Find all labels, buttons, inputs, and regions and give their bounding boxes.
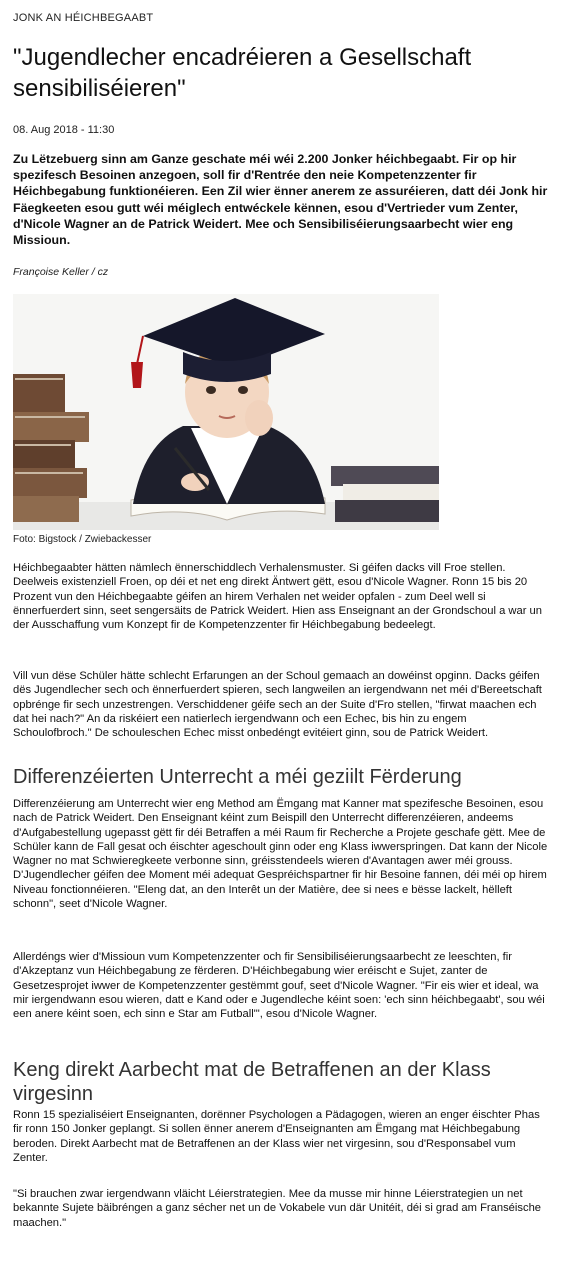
photo-caption: Foto: Bigstock / Zwiebackesser <box>13 534 152 545</box>
article-photo <box>13 294 439 530</box>
section-heading-2: Keng direkt Aarbecht mat de Betraffenen an der Klass virgesinn <box>13 1059 491 1105</box>
child-with-graduation-cap-image <box>13 294 439 530</box>
publish-date: 08. Aug 2018 - 11:30 <box>13 124 115 136</box>
paragraph-5: Ronn 15 spezialiséiert Enseignanten, dorënner Psychologen a Pädagogen, wieren an enger éischter Phas fir ronn 150 Jonker geplangt. Si sollen ënner anerem d'Enseignanten am Ëmgang mat Héichbegabung beroden. Direkt Aarbecht mat de Betraffenen an der Klass wier net virgesinn, sou d'Responsabel vum Zenter. <box>13 1109 540 1164</box>
paragraph-3: Differenzéierung am Unterrecht wier eng Method am Ëmgang mat Kanner mat spezifesche Besoinen, esou nach de Patrick Weidert. Den Enseignant kéint zum Beispill den Unterrecht differenzéieren, andeems d'Aufgabestellung ugepasst gëtt fir déi Betraffen a méi Raum fir Recherche a Projete geschafe gëtt. Mee de Schüler kann de Fall gesat och éischter ageschoult ginn oder eng Klass iwwerspringen. Dat kann der Nicole Wagner no mat Schwieregkeete verbonne sinn, gréisstendeels wieren d'Avantagen awer méi grouss. D'Jugendlecher géifen dee Moment méi adequat Gespréichspartner fir hir Besoine fannen, déi méi op hirem Niveau fonctionnéieren. "Eleng dat, an den Interêt un der Matière, dee si nees e bësse lackelt, hëlleft schonn", seet d'Nicole Wagner. <box>13 798 548 911</box>
article-lead: Zu Lëtzebuerg sinn am Ganze geschate méi wéi 2.200 Jonker héichbegaabt. Fir op hir spezifesch Besoinen anzegoen, soll fir d'Rentrée den neie Kompetenzzenter fir Héichbegabung funktionéieren. Een Zil wier ënner anerem ze assuréieren, datt déi Jonk hir Fäegkeeten esou gutt wéi méiglech entwéckele kënnen, esou d'Vertrieder vum Zenter, d'Nicole Wagner an de Patrick Weidert. Mee och Sensibiliséierungsaarbecht wier eng Missioun. <box>13 152 548 248</box>
paragraph-1: Héichbegaabter hätten nämlech ënnerschiddlech Verhalensmuster. Si géifen dacks vill Froe stellen. Deelweis existenziell Froen, op déi et net eng direkt Äntwert gëtt, esou d'Nicole Wagner. Ronn 15 bis 20 Prozent vun den Héichbegaabte géifen an hirem Verhalen net weider opfalen - zum Deel well si ënnerfuerdert sinn, seet sengersäits de Patrick Weidert. Hien ass Enseignant an der Grondschoul a war un der Ausschaffung vum Konzept fir de Kompetenzzenter fir Héichbegabung bedeelegt. <box>13 562 543 632</box>
paragraph-2: Vill vun dëse Schüler hätte schlecht Erfarungen an der Schoul gemaach an dowéinst opginn. Dacks géifen dës Jugendlecher sech och ënnerfuerdert spieren, sech langweilen an iergendwann net méi d'Bereetschaft opbrénge fir sech unzestrengen. Verschiddener géife sech an der Suite d'Fro stellen, "firwat maachen ech dat hei nach?" An da riskéiert een natierlech iergendwann och een Echec, bis hin zu engem Schoulofbroch." De schouleschen Echec misst onbedéngt evitéiert ginn, sou de Patrick Weidert. <box>13 670 542 740</box>
paragraph-6: "Si brauchen zwar iergendwann vläicht Léierstrategien. Mee da musse mir hinne Léierstrategien un net bekannte Sujete bäibréngen a ganz sécher net un de Vokabele vun där Unitéit, déi si grad am Franséische maachen." <box>13 1188 542 1229</box>
author-line: Françoise Keller / cz <box>13 266 109 278</box>
section-heading-1: Differenzéierten Unterrecht a méi geziilt Fërderung <box>13 766 462 788</box>
article-title: "Jugendlecher encadréieren a Gesellschaft sensibiliséieren" <box>13 44 472 102</box>
section-kicker: JONK AN HÉICHBEGAABT <box>13 12 154 24</box>
paragraph-4: Allerdéngs wier d'Missioun vum Kompetenzzenter och fir Sensibiliséierungsaarbecht ze leeschten, fir d'Akzeptanz vun Héichbegabung ze fërderen. D'Héichbegabung wier eréischt e Sujet, zanter de Gesetzesprojet iwwer de Kompetenzzenter gestëmmt gouf, seet d'Nicole Wagner. "Fir eis wier et ideal, wa mir iergendwann esou wieren, datt e Kand oder e Jugendleche kéint soen: 'ech sinn héichbegaabt', sou wéi een anere kéint soen, ech sinn e Star am Futball'", esou d'Nicole Wagner. <box>13 951 545 1021</box>
